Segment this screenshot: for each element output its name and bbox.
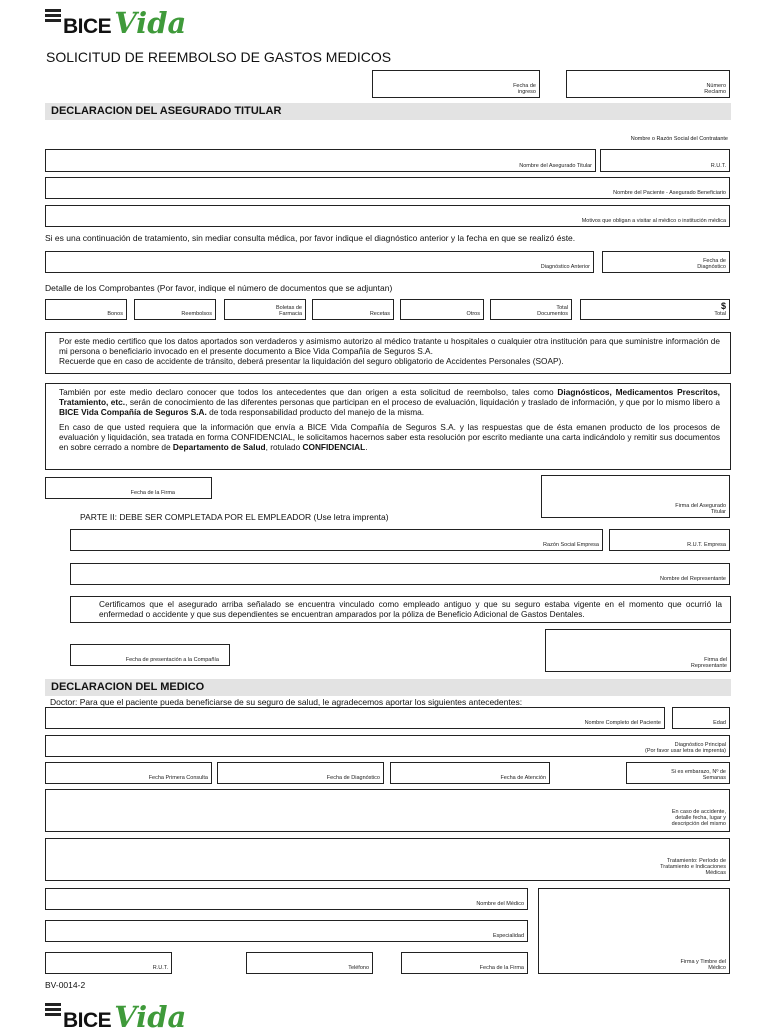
asegurado-titular-field[interactable]: Nombre del Asegurado Titular <box>45 149 596 172</box>
fecha-firma-medico-field[interactable]: Fecha de la Firma <box>401 952 528 974</box>
especialidad-field[interactable]: Especialidad <box>45 920 528 942</box>
motivos-field[interactable]: Motivos que obligan a visitar al médico o institución médica <box>45 205 730 227</box>
total-documentos-field[interactable]: Total Documentos <box>490 299 572 320</box>
fecha-atencion-field[interactable]: Fecha de Atención <box>390 762 550 784</box>
diagnostico-principal-field[interactable]: Diagnóstico Principal (Por favor usar letra de imprenta) <box>45 735 730 757</box>
razon-social-field[interactable]: Razón Social Empresa <box>70 529 603 551</box>
edad-field[interactable]: Edad <box>672 707 730 729</box>
contratante-label: Nombre o Razón Social del Contratante <box>630 136 728 142</box>
paciente-field[interactable]: Nombre del Paciente - Asegurado Beneficiario <box>45 177 730 199</box>
certificamos-paragraph: Certificamos que el asegurado arriba señalado se encuentra vinculado como empleado antiguo y que su seguro estaba vigente en el momento que ocurrió la enfermedad o accidente y que sus dependientes se encuentran amparados por la póliza de Beneficio Adicional de Gastos Dentales. <box>70 596 731 623</box>
accidente-field[interactable]: En caso de accidente, detalle fecha, lugar y descripción del mismo <box>45 789 730 832</box>
representante-field[interactable]: Nombre del Representante <box>70 563 730 585</box>
continuacion-text: Si es una continuación de tratamiento, sin mediar consulta médica, por favor indique el diagnóstico anterior y la fecha en que se realizó éste. <box>45 233 576 243</box>
semanas-embarazo-field[interactable]: Si es embarazo, Nº de Semanas <box>626 762 730 784</box>
tratamiento-field[interactable]: Tratamiento: Período de Tratamiento e Indicaciones Médicas <box>45 838 730 881</box>
certificacion-paragraph: Por este medio certifico que los datos aportados son verdaderos y asimismo autorizo al médico tratante u hospitales o cualquier otra institución para que suministre información de mi persona o beneficiario invocado en el presente documento a Bice Vida Compañía de Seguros S.A. Recuerde que en caso de accidente de tránsito, deberá presentar la liquidación del seguro obligatorio de Accidentes Personales (SOAP). <box>45 332 731 374</box>
diagnostico-anterior-field[interactable]: Diagnóstico Anterior <box>45 251 594 273</box>
section-asegurado-heading: DECLARACION DEL ASEGURADO TITULAR <box>45 103 731 120</box>
bice-vida-logo: BICE Vida <box>45 6 186 40</box>
reembolsos-field[interactable]: Reembolsos <box>134 299 216 320</box>
fecha-presentacion-field[interactable]: Fecha de presentación a la Compañía <box>70 644 230 666</box>
boletas-farmacia-field[interactable]: Boletas de Farmacia <box>224 299 306 320</box>
dollar-sign: $ <box>720 301 726 311</box>
detalle-comprobantes-text: Detalle de los Comprobantes (Por favor, indique el número de documentos que se adjuntan) <box>45 283 393 293</box>
fecha-primera-consulta-field[interactable]: Fecha Primera Consulta <box>45 762 212 784</box>
form-title: SOLICITUD DE REEMBOLSO DE GASTOS MEDICOS <box>46 49 392 65</box>
section-medico-heading: DECLARACION DEL MEDICO <box>45 679 731 696</box>
firma-timbre-medico-field[interactable]: Firma y Timbre del Médico <box>538 888 730 974</box>
firma-titular-field[interactable]: Firma del Asegurado Titular <box>541 475 730 518</box>
recetas-field[interactable]: Recetas <box>312 299 394 320</box>
fecha-diagnostico-anterior-field[interactable]: Fecha de Diagnóstico <box>602 251 730 273</box>
bonos-field[interactable]: Bonos <box>45 299 127 320</box>
bice-vida-logo-bottom: BICE Vida <box>45 1000 186 1034</box>
total-monto-field[interactable]: $ Total <box>580 299 730 320</box>
rut-titular-field[interactable]: R.U.T. <box>600 149 730 172</box>
declaracion-paragraph: También por este medio declaro conocer que todos los antecedentes que dan origen a esta solicitud de reembolso, tales como Diagnósticos, Medicamentos Prescritos, Tratamiento, etc., serán de conocimiento de las diferentes personas que participan en el proceso de evaluación, liquidación y traslado de información, y que por lo mismo libero a BICE Vida Compañía de Seguros S.A. de toda responsabilidad producto del manejo de la misma. En caso de que usted requiera que la información que envía a BICE Vida Compañía de Seguros S.A. y las respuestas que de ésta emanen producto de los procesos de evaluación y liquidación, sea tratada en forma CONFIDENCIAL, le solicitamos hacernos saber esta resolución por escrito mediante una carta indicándolo y remitir sus documentos en sobre cerrado a nombre de Departamento de Salud, rotulado CONFIDENCIAL. <box>45 383 731 470</box>
nombre-paciente-field[interactable]: Nombre Completo del Paciente <box>45 707 665 729</box>
firma-representante-field[interactable]: Firma del Representante <box>545 629 731 672</box>
fecha-diagnostico-field[interactable]: Fecha de Diagnóstico <box>217 762 384 784</box>
rut-empresa-field[interactable]: R.U.T. Empresa <box>609 529 730 551</box>
form-code: BV-0014-2 <box>45 980 86 990</box>
rut-medico-field[interactable]: R.U.T. <box>45 952 172 974</box>
nombre-medico-field[interactable]: Nombre del Médico <box>45 888 528 910</box>
fecha-ingreso-field[interactable]: Fecha de ingreso <box>372 70 540 98</box>
logo-bars-icon <box>45 1003 61 1017</box>
fecha-firma-titular-field[interactable]: Fecha de la Firma <box>45 477 212 499</box>
otros-field[interactable]: Otros <box>400 299 484 320</box>
logo-bars-icon <box>45 9 61 23</box>
numero-reclamo-field[interactable]: Número Reclamo <box>566 70 730 98</box>
telefono-medico-field[interactable]: Teléfono <box>246 952 373 974</box>
parte2-heading: PARTE II: DEBE SER COMPLETADA POR EL EMPLEADOR (Use letra imprenta) <box>80 512 389 522</box>
doctor-instructions-text: Doctor: Para que el paciente pueda beneficiarse de su seguro de salud, le agradecemos aportar los siguientes antecedentes: <box>50 697 523 707</box>
